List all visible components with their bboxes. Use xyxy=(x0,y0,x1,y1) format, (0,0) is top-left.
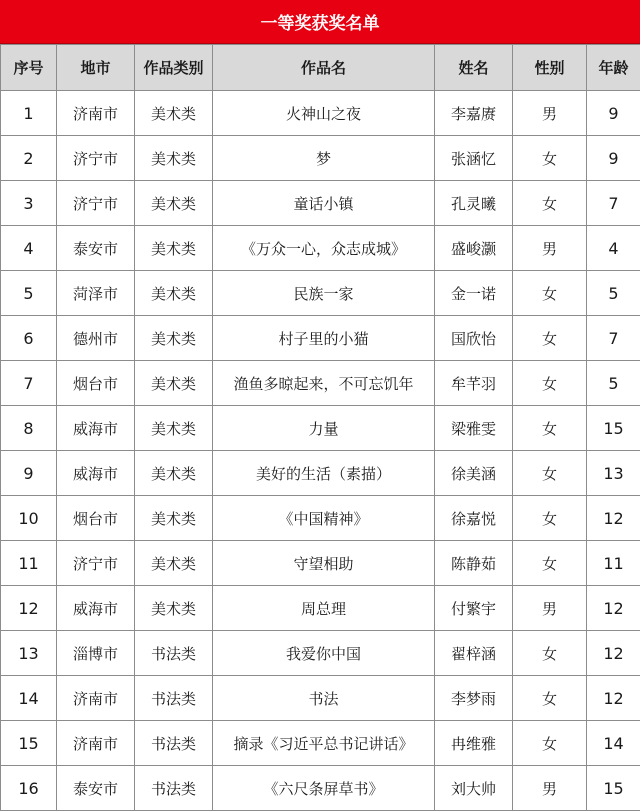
header-category: 作品类别 xyxy=(135,45,213,91)
city-cell: 威海市 xyxy=(57,586,135,631)
name-cell: 付繁宇 xyxy=(435,586,513,631)
work-title-cell: 童话小镇 xyxy=(213,181,435,226)
table-row xyxy=(1,91,640,136)
gender-cell: 女 xyxy=(513,361,587,406)
index-cell: 14 xyxy=(1,676,57,721)
city-cell: 威海市 xyxy=(57,406,135,451)
name-cell: 牟芊羽 xyxy=(435,361,513,406)
name-cell: 金一诺 xyxy=(435,271,513,316)
category-cell: 美术类 xyxy=(135,496,213,541)
name-cell: 冉维雅 xyxy=(435,721,513,766)
table-row xyxy=(1,271,640,316)
work-title-cell: 美好的生活（素描） xyxy=(213,451,435,496)
sheet-title: 一等奖获奖名单 xyxy=(0,0,640,44)
age-cell: 13 xyxy=(587,451,640,496)
category-cell: 美术类 xyxy=(135,181,213,226)
table-row xyxy=(1,181,640,226)
city-cell: 泰安市 xyxy=(57,766,135,811)
index-cell: 15 xyxy=(1,721,57,766)
index-cell: 7 xyxy=(1,361,57,406)
table-row xyxy=(1,676,640,721)
name-cell: 孔灵曦 xyxy=(435,181,513,226)
name-cell: 李嘉赓 xyxy=(435,91,513,136)
table-row xyxy=(1,541,640,586)
index-cell: 16 xyxy=(1,766,57,811)
age-cell: 12 xyxy=(587,676,640,721)
index-cell: 12 xyxy=(1,586,57,631)
city-cell: 烟台市 xyxy=(57,496,135,541)
city-cell: 威海市 xyxy=(57,451,135,496)
city-cell: 济宁市 xyxy=(57,136,135,181)
age-cell: 12 xyxy=(587,631,640,676)
table-row xyxy=(1,451,640,496)
age-cell: 4 xyxy=(587,226,640,271)
work-title-cell: 村子里的小猫 xyxy=(213,316,435,361)
header-age: 年龄 xyxy=(587,45,640,91)
index-cell: 13 xyxy=(1,631,57,676)
index-cell: 10 xyxy=(1,496,57,541)
gender-cell: 女 xyxy=(513,271,587,316)
category-cell: 美术类 xyxy=(135,406,213,451)
category-cell: 书法类 xyxy=(135,631,213,676)
gender-cell: 女 xyxy=(513,631,587,676)
gender-cell: 女 xyxy=(513,541,587,586)
work-title-cell: 民族一家 xyxy=(213,271,435,316)
category-cell: 美术类 xyxy=(135,136,213,181)
age-cell: 12 xyxy=(587,496,640,541)
category-cell: 书法类 xyxy=(135,676,213,721)
age-cell: 5 xyxy=(587,361,640,406)
name-cell: 徐美涵 xyxy=(435,451,513,496)
table-row xyxy=(1,226,640,271)
index-cell: 2 xyxy=(1,136,57,181)
gender-cell: 女 xyxy=(513,496,587,541)
work-title-cell: 周总理 xyxy=(213,586,435,631)
city-cell: 菏泽市 xyxy=(57,271,135,316)
table-row xyxy=(1,586,640,631)
table-row xyxy=(1,766,640,811)
city-cell: 泰安市 xyxy=(57,226,135,271)
gender-cell: 女 xyxy=(513,406,587,451)
category-cell: 美术类 xyxy=(135,316,213,361)
work-title-cell: 守望相助 xyxy=(213,541,435,586)
table-row xyxy=(1,136,640,181)
name-cell: 李梦雨 xyxy=(435,676,513,721)
city-cell: 济宁市 xyxy=(57,541,135,586)
work-title-cell: 渔鱼多晾起来，不可忘饥年 xyxy=(213,361,435,406)
city-cell: 济宁市 xyxy=(57,181,135,226)
header-work-title: 作品名 xyxy=(213,45,435,91)
name-cell: 盛峻灏 xyxy=(435,226,513,271)
header-name: 姓名 xyxy=(435,45,513,91)
name-cell: 张涵忆 xyxy=(435,136,513,181)
work-title-cell: 梦 xyxy=(213,136,435,181)
category-cell: 书法类 xyxy=(135,721,213,766)
work-title-cell: 摘录《习近平总书记讲话》 xyxy=(213,721,435,766)
age-cell: 11 xyxy=(587,541,640,586)
work-title-cell: 《六尺条屏草书》 xyxy=(213,766,435,811)
index-cell: 1 xyxy=(1,91,57,136)
age-cell: 5 xyxy=(587,271,640,316)
city-cell: 德州市 xyxy=(57,316,135,361)
category-cell: 美术类 xyxy=(135,226,213,271)
work-title-cell: 《中国精神》 xyxy=(213,496,435,541)
table-row xyxy=(1,361,640,406)
gender-cell: 女 xyxy=(513,181,587,226)
age-cell: 14 xyxy=(587,721,640,766)
city-cell: 济南市 xyxy=(57,91,135,136)
table-row xyxy=(1,721,640,766)
gender-cell: 女 xyxy=(513,676,587,721)
work-title-cell: 书法 xyxy=(213,676,435,721)
gender-cell: 女 xyxy=(513,721,587,766)
gender-cell: 女 xyxy=(513,316,587,361)
index-cell: 3 xyxy=(1,181,57,226)
category-cell: 美术类 xyxy=(135,586,213,631)
table-body xyxy=(1,91,640,811)
header-index: 序号 xyxy=(1,45,57,91)
age-cell: 9 xyxy=(587,136,640,181)
gender-cell: 男 xyxy=(513,586,587,631)
category-cell: 美术类 xyxy=(135,361,213,406)
name-cell: 梁雅雯 xyxy=(435,406,513,451)
table-row xyxy=(1,496,640,541)
index-cell: 4 xyxy=(1,226,57,271)
work-title-cell: 力量 xyxy=(213,406,435,451)
header-city: 地市 xyxy=(57,45,135,91)
category-cell: 美术类 xyxy=(135,271,213,316)
gender-cell: 男 xyxy=(513,226,587,271)
gender-cell: 男 xyxy=(513,766,587,811)
award-table xyxy=(0,44,640,811)
category-cell: 美术类 xyxy=(135,451,213,496)
age-cell: 12 xyxy=(587,586,640,631)
index-cell: 11 xyxy=(1,541,57,586)
age-cell: 9 xyxy=(587,91,640,136)
work-title-cell: 火神山之夜 xyxy=(213,91,435,136)
category-cell: 美术类 xyxy=(135,91,213,136)
name-cell: 翟梓涵 xyxy=(435,631,513,676)
category-cell: 书法类 xyxy=(135,766,213,811)
work-title-cell: 我爱你中国 xyxy=(213,631,435,676)
index-cell: 6 xyxy=(1,316,57,361)
name-cell: 刘大帅 xyxy=(435,766,513,811)
city-cell: 济南市 xyxy=(57,676,135,721)
table-row xyxy=(1,406,640,451)
header-gender: 性别 xyxy=(513,45,587,91)
name-cell: 徐嘉悦 xyxy=(435,496,513,541)
table-row xyxy=(1,316,640,361)
category-cell: 美术类 xyxy=(135,541,213,586)
index-cell: 8 xyxy=(1,406,57,451)
age-cell: 7 xyxy=(587,181,640,226)
age-cell: 15 xyxy=(587,766,640,811)
name-cell: 陈静茹 xyxy=(435,541,513,586)
gender-cell: 女 xyxy=(513,451,587,496)
name-cell: 国欣怡 xyxy=(435,316,513,361)
city-cell: 淄博市 xyxy=(57,631,135,676)
age-cell: 7 xyxy=(587,316,640,361)
index-cell: 5 xyxy=(1,271,57,316)
city-cell: 济南市 xyxy=(57,721,135,766)
city-cell: 烟台市 xyxy=(57,361,135,406)
header-row xyxy=(1,45,640,91)
age-cell: 15 xyxy=(587,406,640,451)
gender-cell: 男 xyxy=(513,91,587,136)
gender-cell: 女 xyxy=(513,136,587,181)
work-title-cell: 《万众一心，众志成城》 xyxy=(213,226,435,271)
table-row xyxy=(1,631,640,676)
index-cell: 9 xyxy=(1,451,57,496)
